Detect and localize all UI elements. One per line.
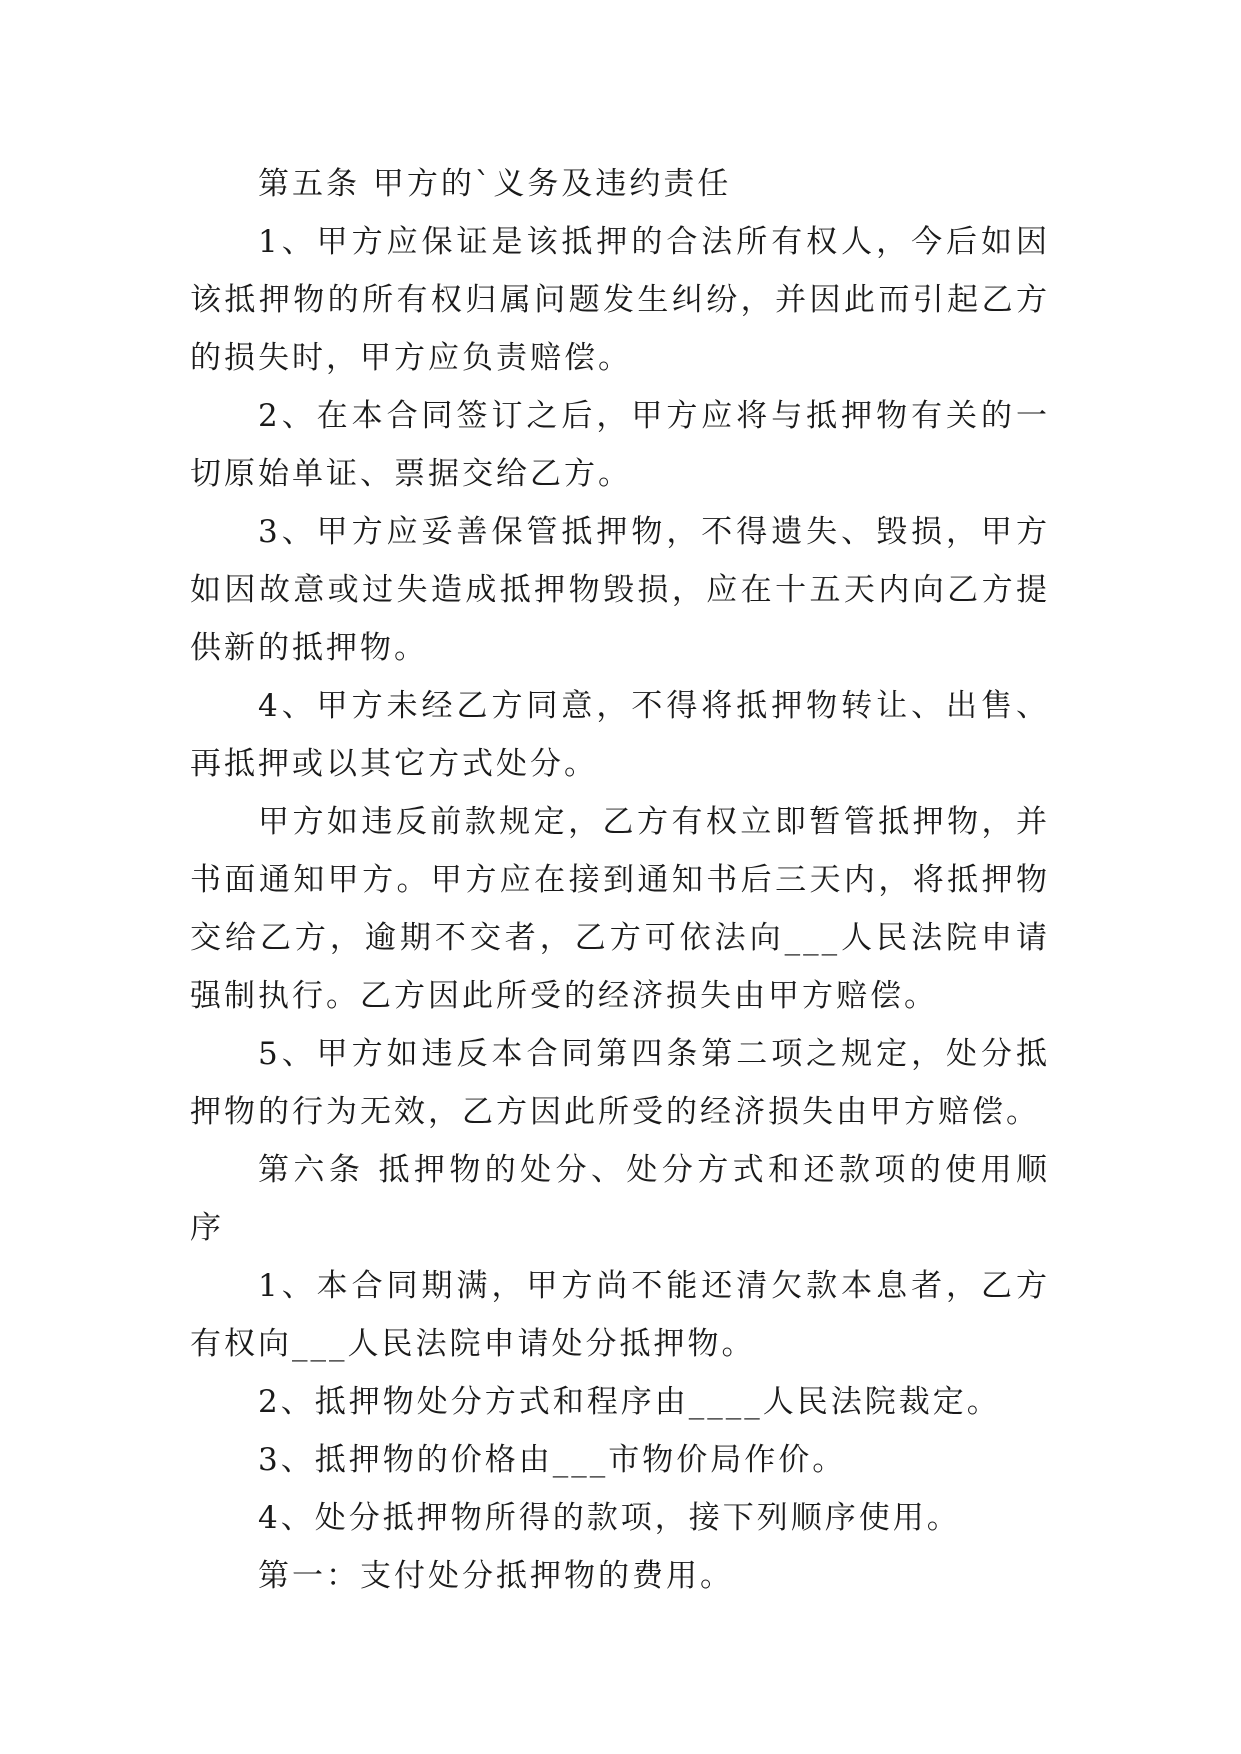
paragraph-clause-6-4: 4、处分抵押物所得的款项，接下列顺序使用。 [258,1500,961,1536]
document-page [190,155,1050,1605]
article-five-heading: 第五条 甲方的`义务及违约责任 [258,166,732,202]
paragraph-clause-5-4-violation: 甲方如违反前款规定，乙方有权立即暂管抵押物，并书面通知甲方。甲方应在接到通知书后三天内，将抵押物交给乙方，逾期不交者，乙方可依法向___人民法院申请强制执行。乙方因此所受的经济损失由甲方赔偿。 [190,804,1050,1014]
paragraph-clause-5-1: 1、甲方应保证是该抵押的合法所有权人，今后如因该抵押物的所有权归属问题发生纠纷，并因此而引起乙方的损失时，甲方应负责赔偿。 [190,224,1050,376]
paragraph-clause-5-5: 5、甲方如违反本合同第四条第二项之规定，处分抵押物的行为无效，乙方因此所受的经济损失由甲方赔偿。 [190,1036,1050,1130]
paragraph-clause-6-2: 2、抵押物处分方式和程序由____人民法院裁定。 [258,1384,1001,1420]
paragraph-clause-5-4: 4、甲方未经乙方同意，不得将抵押物转让、出售、再抵押或以其它方式处分。 [190,688,1050,782]
paragraph-clause-6-3: 3、抵押物的价格由___市物价局作价。 [258,1442,847,1478]
paragraph-clause-6-1: 1、本合同期满，甲方尚不能还清欠款本息者，乙方有权向___人民法院申请处分抵押物。 [190,1268,1050,1362]
article-six-heading: 第六条 抵押物的处分、处分方式和还款项的使用顺序 [190,1152,1050,1246]
paragraph-clause-5-3: 3、甲方应妥善保管抵押物，不得遗失、毁损，甲方如因故意或过失造成抵押物毁损，应在十五天内向乙方提供新的抵押物。 [190,514,1050,666]
paragraph-clause-5-2: 2、在本合同签订之后，甲方应将与抵押物有关的一切原始单证、票据交给乙方。 [190,398,1050,492]
paragraph-order-first: 第一：支付处分抵押物的费用。 [258,1558,734,1594]
